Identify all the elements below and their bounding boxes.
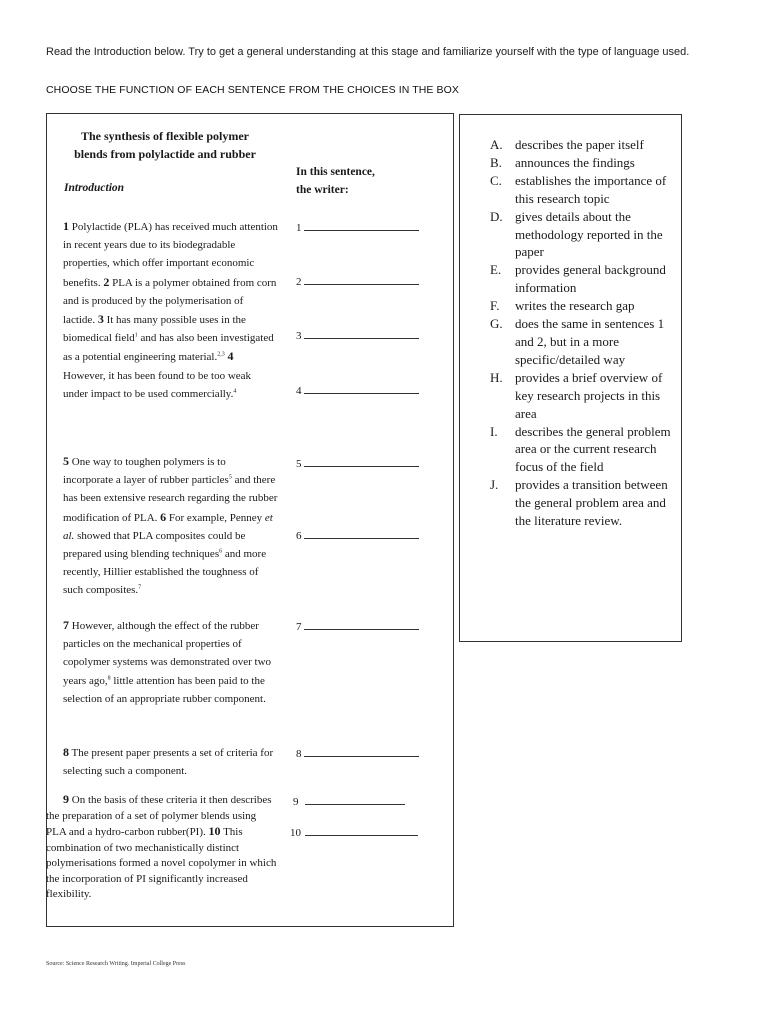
choice-h: [490, 369, 675, 423]
blank-line[interactable]: [304, 220, 419, 231]
sentence-6: For example, Penney: [166, 511, 265, 524]
choice-letter: E.: [490, 262, 502, 278]
paragraph-1: [63, 217, 278, 403]
citation: 5: [228, 474, 232, 481]
sentence-number: 3: [97, 312, 104, 327]
choice-letter: C.: [490, 172, 502, 188]
sentence-6-cont: showed that PLA composites could be prepared using blending techniques: [63, 529, 246, 561]
citation: 1: [134, 332, 138, 339]
blank-line[interactable]: [304, 274, 419, 285]
citation: 4: [233, 388, 237, 395]
instruction-choose: CHOOSE THE FUNCTION OF EACH SENTENCE FROM THE CHOICES IN THE BOX: [46, 84, 460, 96]
sentence-6-cont2: and more recently, Hillier established the toughness of such composites.: [63, 548, 267, 597]
answer-blank-7[interactable]: [296, 619, 419, 633]
choice-text: provides a brief overview of key research projects in this area: [515, 369, 663, 421]
blank-line[interactable]: [304, 746, 419, 757]
blank-line[interactable]: [304, 456, 419, 467]
answer-blank-2[interactable]: [296, 274, 419, 288]
title-line-1: The synthesis of flexible polymer: [81, 129, 249, 143]
paper-title: [60, 127, 270, 163]
blank-number: 5: [296, 458, 302, 470]
choice-letter: I.: [490, 423, 498, 439]
sentence-number: 5: [63, 454, 69, 468]
choice-g: [490, 315, 675, 369]
paragraph-4: [63, 743, 278, 780]
choice-j: [490, 476, 675, 530]
blank-number: 8: [296, 748, 302, 760]
choice-b: [490, 154, 675, 172]
blank-number: 7: [296, 621, 302, 633]
answer-blank-3[interactable]: [296, 328, 419, 342]
blank-line[interactable]: [304, 383, 419, 394]
blank-number: 4: [296, 385, 302, 397]
sentence-1: Polylactide (PLA) has received much attention in recent years due to its biodegradable properties, which offer important economic benefits.: [63, 221, 278, 289]
blank-number: 9: [293, 796, 299, 808]
answer-blank-6[interactable]: [296, 528, 419, 542]
sentence-number: 7: [63, 618, 69, 632]
answer-blank-1[interactable]: [296, 220, 419, 234]
blank-line[interactable]: [304, 619, 419, 630]
choice-i: [490, 423, 675, 477]
blank-line[interactable]: [304, 528, 419, 539]
choice-text: describes the paper itself: [515, 137, 644, 152]
sentence-3: It has many possible uses in the biomedical field: [63, 314, 246, 345]
section-heading: Introduction: [64, 182, 125, 194]
choice-text: does the same in sentences 1 and 2, but in a more specific/detailed way: [515, 316, 665, 367]
choice-e: [490, 261, 675, 297]
sentence-7: However, although the effect of the rubber particles on the mechanical properties of copolymer systems was demonstrated over two years ago,: [63, 620, 272, 687]
answer-blank-4[interactable]: [296, 383, 419, 397]
choice-a: [490, 136, 675, 154]
blank-number: 6: [296, 530, 302, 542]
choice-text: writes the research gap: [515, 298, 635, 314]
blank-line[interactable]: [305, 825, 418, 836]
blank-line[interactable]: [305, 794, 405, 805]
choice-text: provides a transition between the general problem area and the literature review.: [515, 477, 668, 529]
citation: 8: [107, 674, 111, 681]
choice-text: establishes the importance of this research topic: [515, 172, 667, 206]
choice-f: [490, 297, 675, 315]
sentence-7-cont: little attention has been paid to the selection of an appropriate rubber component.: [63, 674, 266, 705]
paragraph-5: [46, 792, 278, 903]
sentence-number: 6: [160, 509, 167, 524]
choice-c: [490, 172, 675, 208]
choice-letter: A.: [490, 137, 503, 152]
sentence-2: PLA is a polymer obtained from corn and is produced by the polymerisation of lactide.: [63, 276, 277, 327]
choices-list: [490, 136, 675, 530]
sentence-number: 4: [227, 349, 234, 364]
instruction-read: Read the Introduction below. Try to get a general understanding at this stage and familiarize yourself with the type of language used.: [46, 46, 690, 58]
choice-letter: J.: [490, 477, 499, 493]
et-al: et al.: [63, 511, 273, 542]
choice-text: provides general background information: [515, 262, 666, 296]
sentence-4: However, it has been found to be too weak under impact to be used commercially.: [63, 369, 252, 400]
choice-letter: B.: [490, 154, 502, 170]
blank-line[interactable]: [304, 328, 419, 339]
paragraph-3: [63, 616, 278, 708]
blank-number: 1: [296, 222, 302, 234]
sentence-5-cont: and there has been extensive research regarding the rubber modification of PLA.: [63, 474, 278, 524]
choice-text: describes the general problem area or the current research focus of the field: [515, 423, 671, 475]
sentence-5: One way to toughen polymers is to incorporate a layer of rubber particles: [63, 456, 229, 487]
sentence-8: The present paper presents a set of criteria for selecting such a component.: [63, 747, 274, 778]
sentence-number: 10: [208, 824, 221, 838]
answer-blank-8[interactable]: [296, 746, 419, 760]
choice-letter: D.: [490, 208, 503, 224]
blank-number: 2: [296, 276, 302, 288]
sentence-3-cont: and has also been investigated as a potential engineering material.: [63, 332, 274, 364]
sentence-10: This combination of two mechanistically distinct polymerisations formed a novel copolymer in which the incorporation of PI significantly increased flexibility.: [46, 826, 277, 900]
blank-number: 10: [290, 827, 301, 839]
paragraph-2: [63, 452, 278, 600]
sentence-number: 2: [103, 274, 110, 289]
sentence-number: 9: [63, 792, 69, 806]
title-line-2: blends from polylactide and rubber: [74, 147, 256, 161]
sentence-number: 8: [63, 745, 69, 759]
citation: 6: [219, 548, 223, 555]
answer-blank-10[interactable]: [290, 825, 418, 839]
answer-blank-5[interactable]: [296, 456, 419, 470]
choice-letter: H.: [490, 369, 503, 385]
citation: 7: [138, 584, 142, 591]
sentence-9: On the basis of these criteria it then describes the preparation of a set of polymer blends using PLA and a hydro-carbon rubber(PI).: [46, 794, 272, 838]
column-heading-line-1: In this sentence,: [296, 166, 375, 178]
choice-text: announces the findings: [515, 154, 635, 170]
choice-d: [490, 208, 675, 262]
column-heading: [296, 163, 375, 199]
citation: 2,3: [217, 351, 225, 358]
choice-text: gives details about the methodology reported in the paper: [515, 208, 663, 260]
source-note: Source: Science Research Writing. Imperial College Press: [46, 961, 186, 967]
column-heading-line-2: the writer:: [296, 184, 349, 196]
choice-letter: F.: [490, 298, 500, 314]
answer-blank-9[interactable]: [293, 794, 405, 808]
blank-number: 3: [296, 330, 302, 342]
sentence-number: 1: [63, 219, 69, 233]
choice-letter: G.: [490, 316, 503, 332]
